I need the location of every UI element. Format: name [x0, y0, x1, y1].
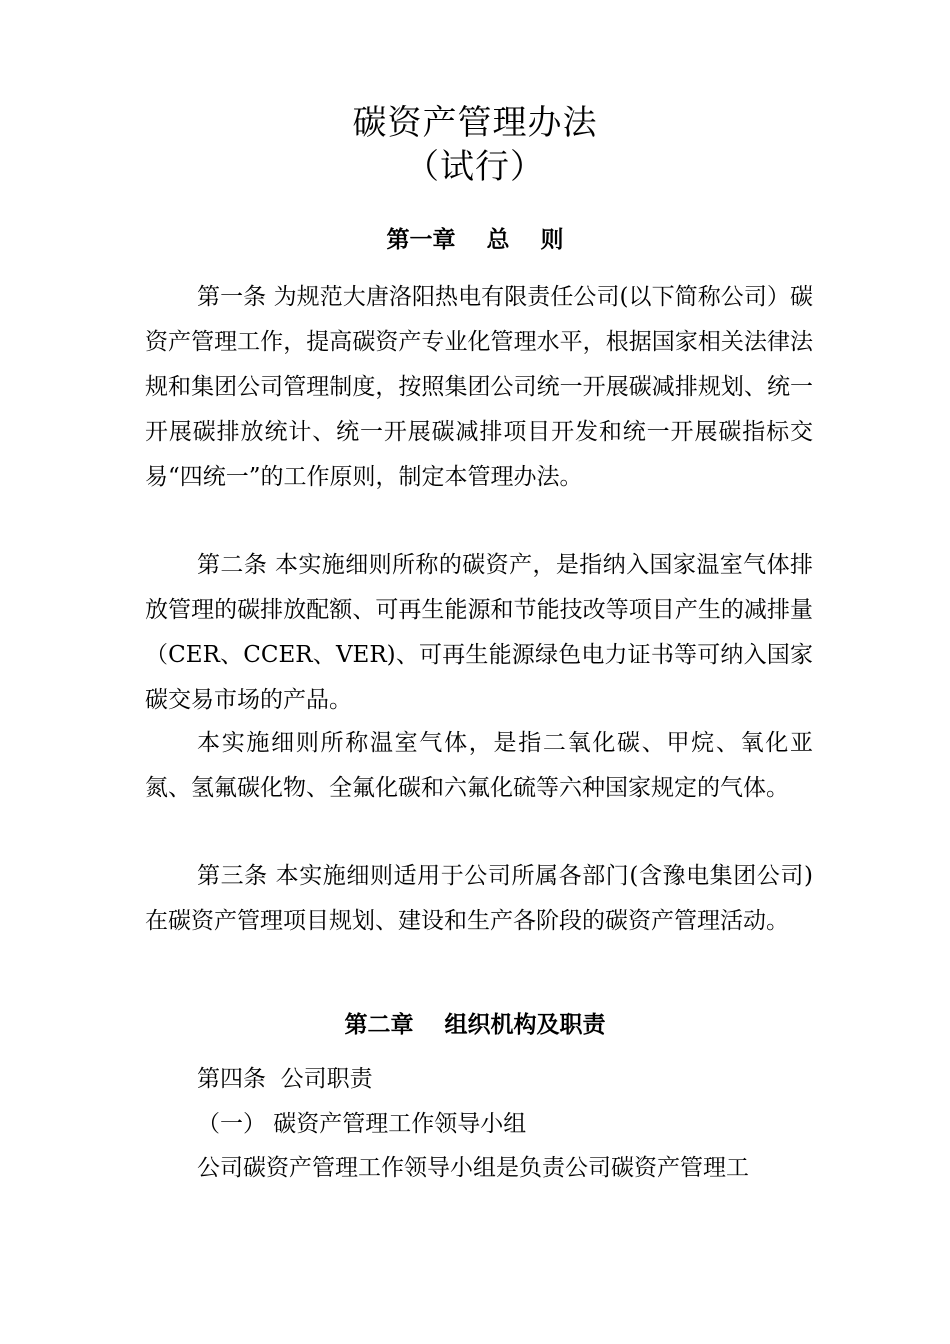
- document-title: 碳资产管理办法: [352, 103, 598, 143]
- article-2-paragraph: 第二条 本实施细则所称的碳资产，是指纳入国家温室气体排放管理的碳排放配额、可再生能源和节能技改等项目产生的减排量（CER、CCER、VER)、可再生能源绿色电力证书等可纳入国家碳交易市场的产品。: [145, 552, 813, 713]
- article-3-paragraph: 第三条 本实施细则适用于公司所属各部门(含豫电集团公司)在碳资产管理项目规划、建设和生产各阶段的碳资产管理活动。: [145, 863, 813, 934]
- document-subtitle: （试行）: [405, 147, 545, 187]
- item-1-paragraph: 公司碳资产管理工作领导小组是负责公司碳资产管理工: [197, 1155, 749, 1181]
- chapter-heading-1: 第一章 总 则: [386, 227, 564, 253]
- chapter-heading-2: 第二章 组织机构及职责: [344, 1012, 606, 1038]
- article-1-paragraph: 第一条 为规范大唐洛阳热电有限责任公司(以下简称公司）碳资产管理工作，提高碳资产专业化管理水平，根据国家相关法律法规和集团公司管理制度，按照集团公司统一开展碳减排规划、统一开展碳排放统计、统一开展碳减排项目开发和统一开展碳指标交易“四统一”的工作原则，制定本管理办法。: [145, 284, 813, 490]
- article-2-note-paragraph: 本实施细则所称温室气体，是指二氧化碳、甲烷、氧化亚氮、氢氟碳化物、全氟化碳和六氟化硫等六种国家规定的气体。: [145, 730, 813, 801]
- item-1-heading: （一） 碳资产管理工作领导小组: [197, 1111, 527, 1137]
- article-4-heading: 第四条 公司职责: [197, 1066, 373, 1092]
